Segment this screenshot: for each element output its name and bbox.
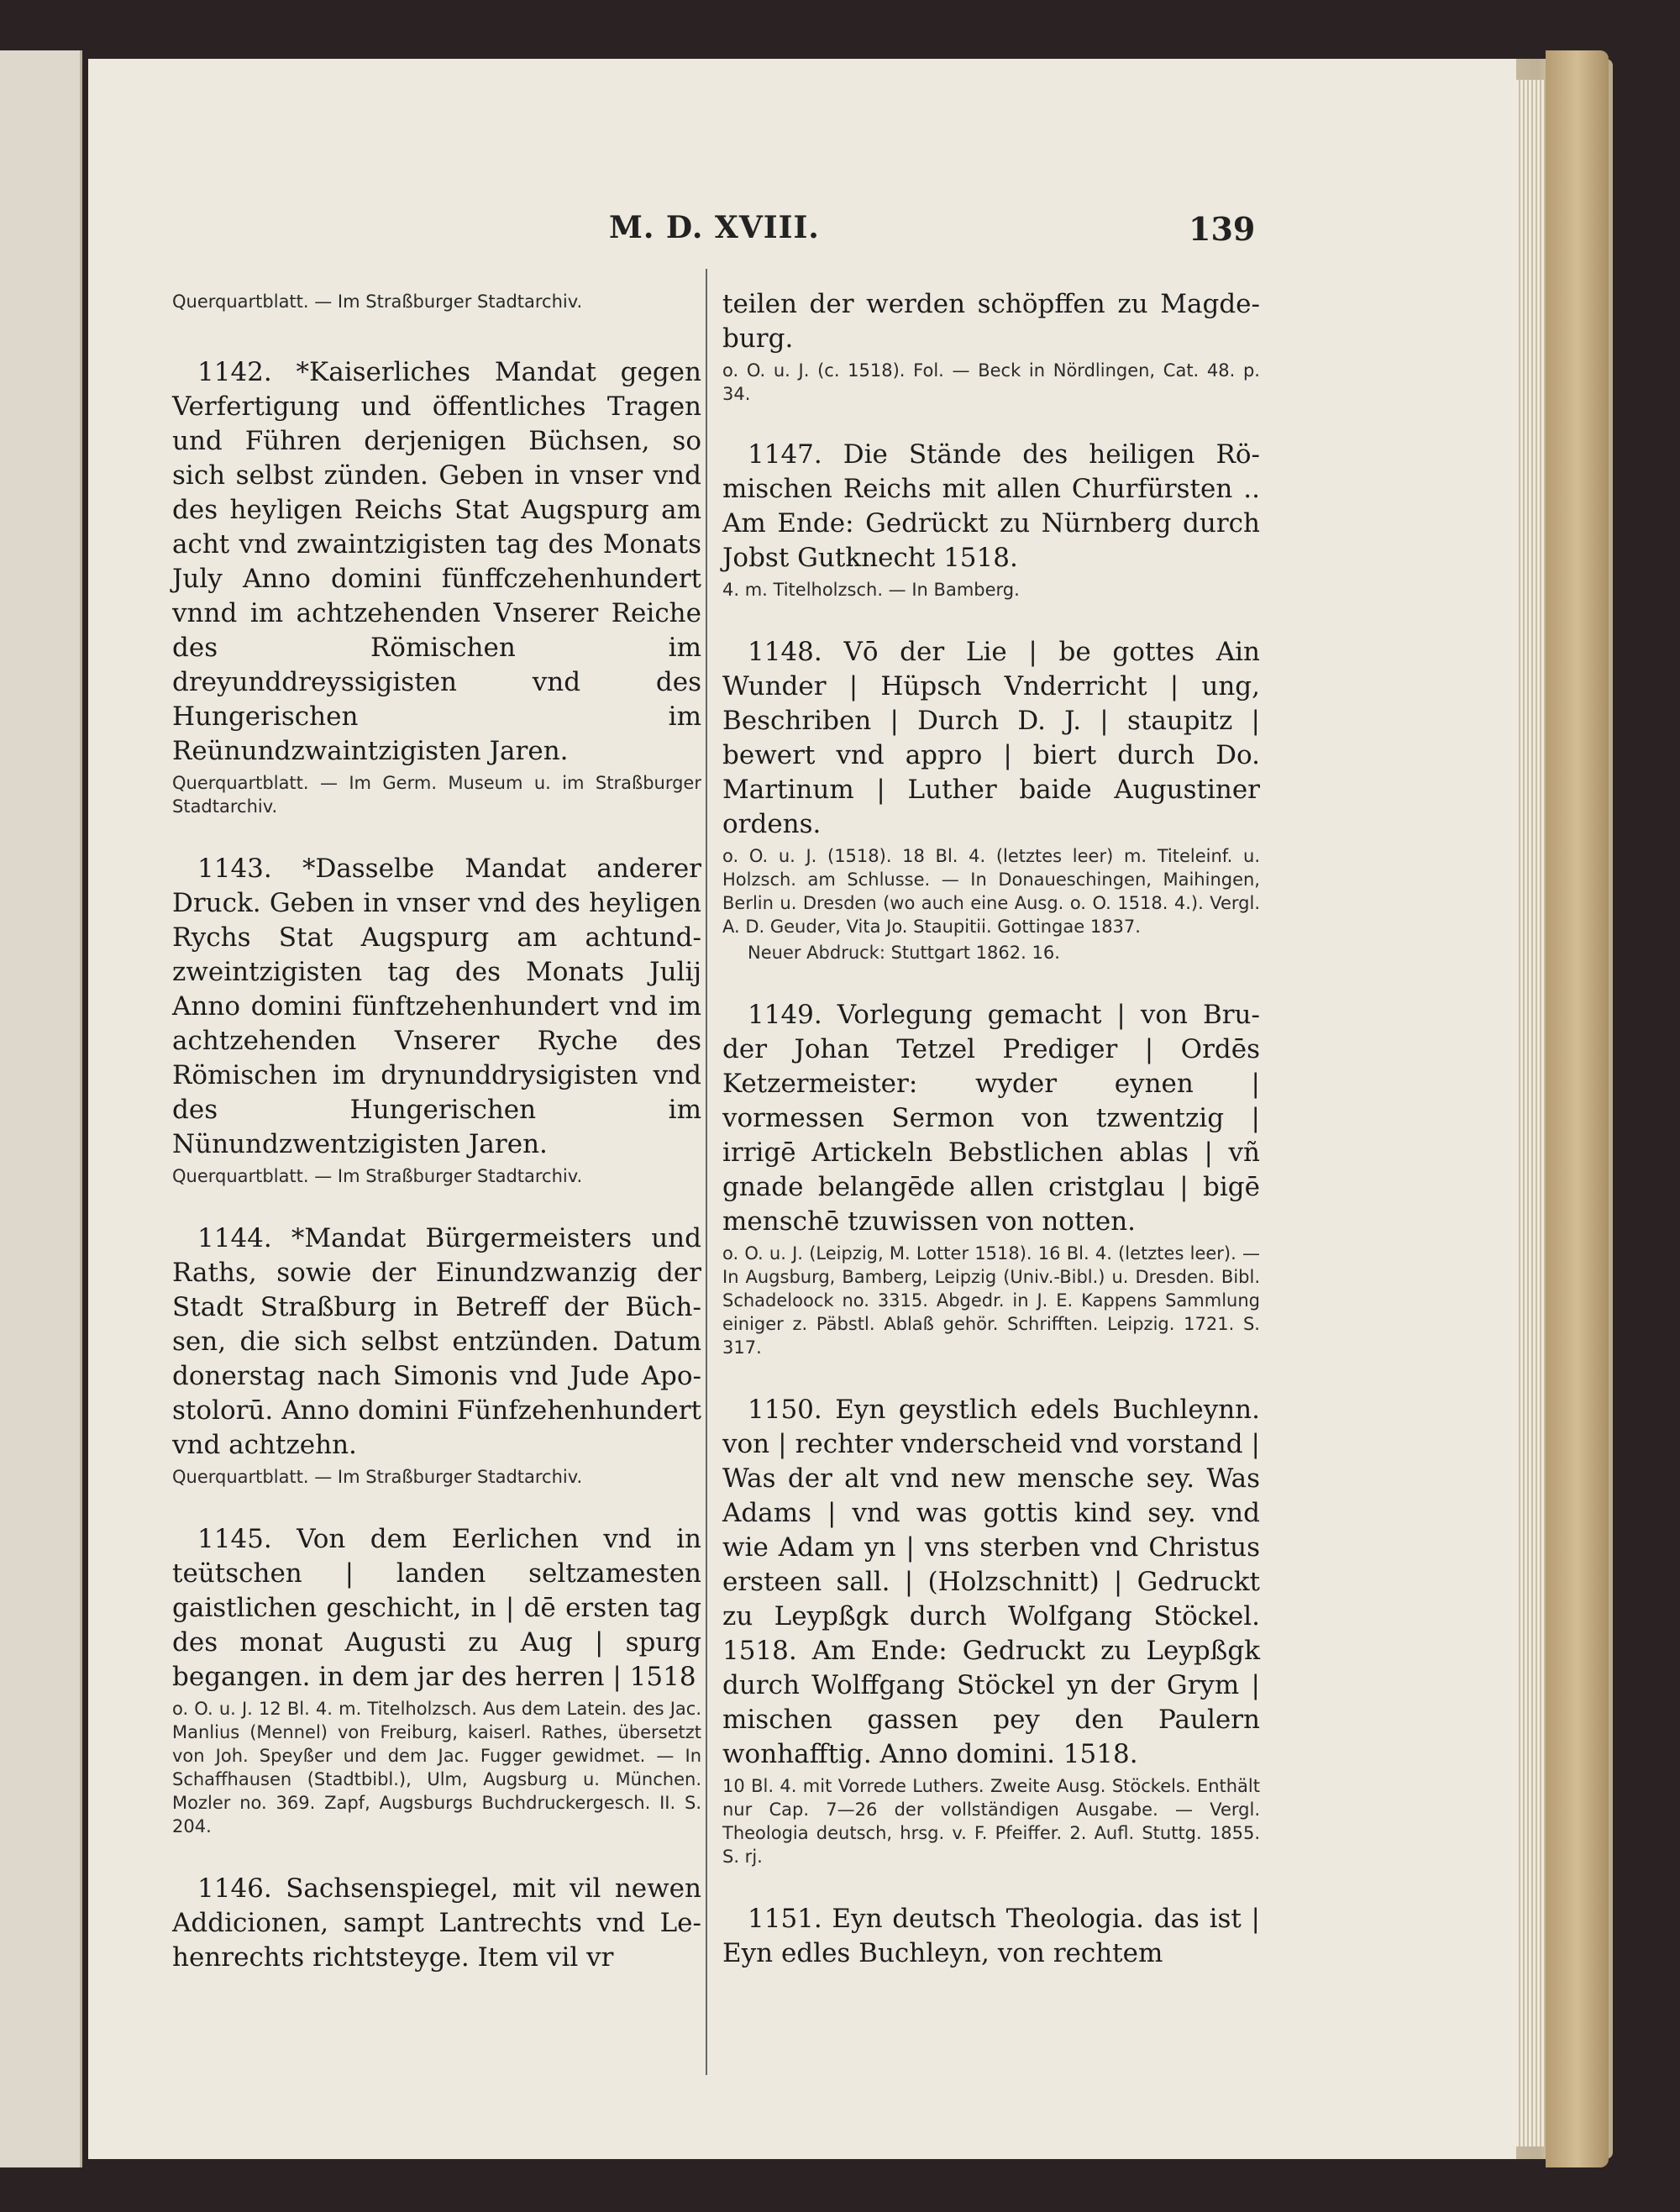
book-page [88,59,1516,2159]
entry-number: 1144. [197,1223,272,1253]
entry-1144 [172,1222,701,1489]
entry-1145 [172,1522,701,1838]
entry-title: teilen der werden schöpffen zu Magdeburg. [722,289,1260,354]
entry-title: *Dasselbe Mandat anderer Druck. Geben in vnser vnd des heyligen Rychs Stat Augspurg am achtundzweintzigisten tag des Monats Julij Anno domini fünftzehenhundert vnd im achtzehenden Vnserer Ryche des Römischen im drynunddrysigisten vnd des Hungerischen im Nünundzwentzigisten Jaren. [172,854,701,1159]
entry-1142 [172,355,701,818]
entry-title: Von dem Eerlichen vnd in teütschen | landen seltzamesten gaistlichen geschicht, in | dē ersten tag des monat Augusti zu Aug | spurg begangen. in dem jar des herren | 1518 [172,1524,701,1692]
entry-note: 4. m. Titelholzsch. — In Bamberg. [722,580,1020,600]
running-title: M. D. XVIII. [609,210,820,245]
running-header [88,210,1516,252]
left-column [172,287,701,2009]
entry-title: Eyn geystlich edels Buchleynn. von | rechter vnderscheid vnd vorstand | Was der alt vnd new mensche sey. Was Adams | vnd was gottis kind sey. vnd wie Adam yn | vns sterben vnd Christus ersteen sall. | (Holzschnitt) | Gedruckt zu Leypßgk durch Wolfgang Stöckel. 1518. Am Ende: Gedruckt zu Leypßgk durch Wolffgang Stöckel yn der Grym | mischen gassen pey den Paulern wonhafftig. Anno domini. 1518. [722,1395,1260,1769]
entry-title: Sachsenspiegel, mit vil newen Addicionen, sampt Lantrechts vnd Lehenrechts richtsteyge. Item vil vr [172,1873,701,1973]
entry-1146 [172,1872,701,1975]
entry-note: o. O. u. J. (c. 1518). Fol. — Beck in Nördlingen, Cat. 48. p. 34. [722,360,1260,404]
entry-title: Vō der Lie | be gottes Ain Wunder | Hüpsch Vnderricht | ung, Beschriben | Durch D. J. | staupitz | bewert vnd appro | biert durch Do. Martinum | Luther baide Augustiner ordens. [722,637,1261,839]
entry-note: o. O. u. J. (Leipzig, M. Lotter 1518). 16 Bl. 4. (letztes leer). — In Augsburg, Bamberg, Leipzig (Univ.-Bibl.) u. Dresden. Bibl. Schadeloock no. 3315. Abgedr. in J. E. Kappens Sammlung einiger z. Päbstl. Ablaß gehör. Schrifften. Leipzig. 1721. S. 317. [722,1243,1260,1358]
entry-note: o. O. u. J. (1518). 18 Bl. 4. (letztes leer) m. Titeleinf. u. Holzsch. am Schlusse. — In Donaueschingen, Maihingen, Berlin u. Dresden (wo auch eine Ausg. o. O. 1518. 4.). Vergl. A. D. Geuder, Vita Jo. Staupitii. Gottingae 1837. [722,846,1260,937]
entry-note-reprint: Neuer Abdruck: Stuttgart 1862. 16. [748,943,1060,963]
entry-number: 1148. [748,637,822,667]
entry-1150 [722,1393,1260,1868]
entry-1147 [722,438,1260,602]
entry-title: Die Stände des heiligen Römischen Reichs mit allen Churfürsten .. Am Ende: Gedrückt zu Nürnberg durch Jobst Gutknecht 1518. [722,439,1260,573]
entry-number: 1151. [748,1904,822,1934]
entry-number: 1143. [197,854,272,884]
entry-note: Querquartblatt. — Im Germ. Museum u. im Straßburger Stadtarchiv. [172,773,701,817]
entry-note: 10 Bl. 4. mit Vorrede Luthers. Zweite Ausg. Stöckels. Enthält nur Cap. 7—26 der vollständigen Ausgabe. — Vergl. Theologia deutsch, hrsg. v. F. Pfeiffer. 2. Aufl. Stuttg. 1855. S. rj. [722,1776,1260,1867]
entry-note: Querquartblatt. — Im Straßburger Stadtarchiv. [172,292,583,312]
entry-title: Vorlegung gemacht | von Bruder Johan Tetzel Prediger | Ordēs Ketzermeister: wyder eynen | vormessen Sermon von tzwentzig | irrigē Artickeln Bebstlichen ablas | vñ gnade belangēde allen cristglau | bigē menschē tzuwissen von notten. [722,1000,1261,1237]
entry-title: *Kaiserliches Mandat gegen Verfertigung und öffentliches Tragen und Führen derjenigen Büchsen, so sich selbst zünden. Geben in vnser vnd des heyligen Reichs Stat Augspurg am acht vnd zwaintzigisten tag des Monats July Anno domini fünffczehenhundert vnnd im achtzehenden Vnserer Reiche des Römischen im dreyunddreyssigisten vnd des Hungerischen im Reünundzwaintzigisten Jaren. [172,357,701,766]
column-divider [706,269,707,2075]
entry-1149 [722,998,1260,1359]
right-column [722,287,1260,2004]
entry-number: 1142. [197,357,272,387]
entry-number: 1150. [748,1395,822,1425]
entry-note: o. O. u. J. 12 Bl. 4. m. Titelholzsch. Aus dem Latein. des Jac. Manlius (Mennel) von Freiburg, kaiserl. Rathes, übersetzt von Joh. Speyßer und dem Jac. Fugger gewidmet. — In Schaffhausen (Stadtbibl.), Ulm, Augsburg u. München. Mozler no. 369. Zapf, Augsburgs Buchdruckergesch. II. S. 204. [172,1699,701,1836]
entry-number: 1146. [197,1873,272,1904]
entry-title: *Mandat Bürgermeisters und Raths, sowie der Einundzwanzig der Stadt Straßburg in Betreff der Büchsen, die sich selbst entzünden. Datum donerstag nach Simonis vnd Jude Apostolorū. Anno domini Fünfzehenhundert vnd achtzehn. [172,1223,701,1460]
entry-1141-tail [172,290,701,313]
page-number: 139 [1189,210,1256,248]
entry-title: Eyn deutsch Theologia. das ist | Eyn edles Buchleyn, von rechtem [722,1904,1260,1968]
book-cover [1546,50,1609,2167]
entry-number: 1149. [748,1000,822,1030]
entry-1148 [722,635,1260,964]
entry-number: 1147. [748,439,822,470]
left-page-strip [0,50,82,2167]
entry-1146-tail [722,287,1260,406]
entry-number: 1145. [197,1524,272,1554]
entry-note: Querquartblatt. — Im Straßburger Stadtarchiv. [172,1166,583,1186]
entry-note: Querquartblatt. — Im Straßburger Stadtarchiv. [172,1467,583,1487]
entry-1143 [172,852,701,1188]
entry-1151 [722,1902,1260,1971]
